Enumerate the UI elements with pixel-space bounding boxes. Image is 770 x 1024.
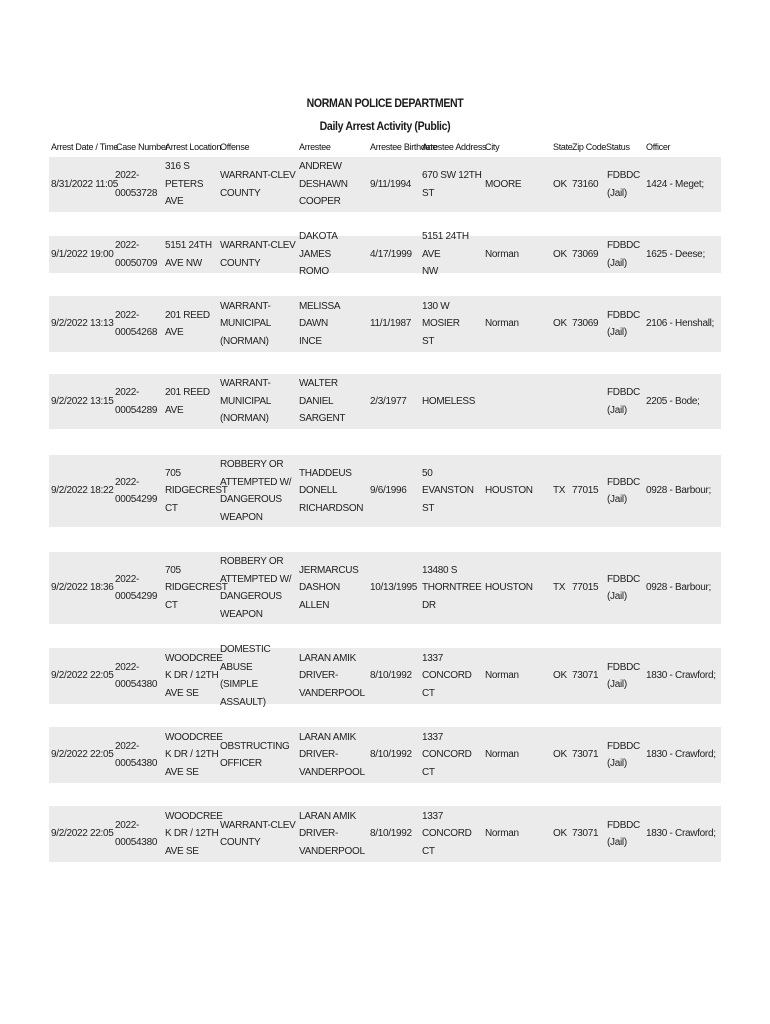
city-cell bbox=[485, 374, 545, 429]
table-row bbox=[49, 727, 721, 783]
officer-cell: 1830 - Crawford; bbox=[646, 828, 716, 840]
header-arrest-location: Arrest Location bbox=[165, 142, 222, 152]
header-arrestee: Arrestee bbox=[299, 142, 331, 152]
city-cell: Norman bbox=[485, 248, 519, 260]
status-cell: FDBDC (Jail) bbox=[607, 476, 640, 505]
birthdate-cell: 8/10/1992 bbox=[370, 670, 412, 682]
city-cell: HOUSTON bbox=[485, 485, 533, 497]
arrest-location-cell: WOODCREE K DR / 12TH AVE SE bbox=[165, 652, 223, 699]
state-cell: OK bbox=[553, 248, 567, 260]
address-cell: 130 W MOSIER ST bbox=[422, 300, 460, 347]
arrest-date-cell: 8/31/2022 11:05 bbox=[51, 178, 119, 190]
arrest-location-cell: 201 REED AVE bbox=[165, 309, 210, 338]
state-cell bbox=[553, 374, 573, 429]
arrest-location-cell: 705 RIDGECREST CT bbox=[165, 564, 228, 611]
birthdate-cell: 2/3/1977 bbox=[370, 395, 407, 407]
birthdate-cell: 8/10/1992 bbox=[370, 749, 412, 761]
state-cell: OK bbox=[553, 178, 567, 190]
arrest-date-cell: 9/2/2022 13:15 bbox=[51, 395, 114, 407]
offense-cell: WARRANT-CLEV COUNTY bbox=[220, 240, 296, 269]
arrest-location-cell: WOODCREE K DR / 12TH AVE SE bbox=[165, 810, 223, 857]
case-number-cell: 2022- 00054380 bbox=[115, 661, 158, 690]
table-row bbox=[49, 374, 721, 429]
report-title: NORMAN POLICE DEPARTMENT bbox=[306, 96, 464, 110]
officer-cell: 0928 - Barbour; bbox=[646, 582, 711, 594]
arrest-date-cell: 9/2/2022 22:05 bbox=[51, 749, 114, 761]
offense-cell: WARRANT-CLEV COUNTY bbox=[220, 819, 296, 848]
state-cell: OK bbox=[553, 318, 567, 330]
state-cell: OK bbox=[553, 828, 567, 840]
header-case-number: Case Number bbox=[116, 142, 169, 152]
arrestee-cell: LARAN AMIK DRIVER- VANDERPOOL bbox=[299, 652, 365, 699]
table-row bbox=[49, 552, 721, 624]
zip-cell: 73069 bbox=[572, 248, 599, 260]
status-cell: FDBDC (Jail) bbox=[607, 573, 640, 602]
table-row bbox=[49, 157, 721, 212]
address-cell: 5151 24TH AVE NW bbox=[422, 231, 469, 278]
arrestee-cell: ANDREW DESHAWN COOPER bbox=[299, 161, 348, 208]
case-number-cell: 2022- 00054380 bbox=[115, 819, 158, 848]
table-row bbox=[49, 644, 721, 708]
birthdate-cell: 11/1/1987 bbox=[370, 318, 412, 330]
officer-cell: 2205 - Bode; bbox=[646, 395, 700, 407]
zip-cell: 73071 bbox=[572, 828, 599, 840]
address-cell: 50 EVANSTON ST bbox=[422, 467, 474, 514]
offense-cell: ROBBERY OR ATTEMPTED W/ DANGEROUS WEAPON bbox=[220, 556, 292, 620]
arrestee-cell: DAKOTA JAMES ROMO bbox=[299, 231, 338, 278]
case-number-cell: 2022- 00054299 bbox=[115, 476, 158, 505]
city-cell: Norman bbox=[485, 749, 519, 761]
offense-cell: WARRANT-CLEV COUNTY bbox=[220, 170, 296, 199]
arrestee-cell: MELISSA DAWN INCE bbox=[299, 300, 340, 347]
offense-cell: OBSTRUCTING OFFICER bbox=[220, 740, 290, 769]
arrest-location-cell: 5151 24TH AVE NW bbox=[165, 240, 212, 269]
arrest-date-cell: 9/2/2022 22:05 bbox=[51, 828, 114, 840]
birthdate-cell: 9/11/1994 bbox=[370, 178, 412, 190]
status-cell: FDBDC (Jail) bbox=[607, 740, 640, 769]
zip-cell: 77015 bbox=[572, 485, 599, 497]
status-cell: FDBDC (Jail) bbox=[607, 387, 640, 416]
table-row bbox=[49, 231, 721, 278]
city-cell: Norman bbox=[485, 318, 519, 330]
offense-cell: WARRANT- MUNICIPAL (NORMAN) bbox=[220, 378, 272, 425]
case-number-cell: 2022- 00054268 bbox=[115, 309, 158, 338]
officer-cell: 1830 - Crawford; bbox=[646, 670, 716, 682]
case-number-cell: 2022- 00054380 bbox=[115, 740, 158, 769]
header-status: Status bbox=[606, 142, 630, 152]
status-cell: FDBDC (Jail) bbox=[607, 170, 640, 199]
offense-cell: ROBBERY OR ATTEMPTED W/ DANGEROUS WEAPON bbox=[220, 459, 292, 523]
state-cell: TX bbox=[553, 582, 566, 594]
arrest-date-cell: 9/2/2022 18:36 bbox=[51, 582, 114, 594]
header-officer: Officer bbox=[646, 142, 671, 152]
officer-cell: 0928 - Barbour; bbox=[646, 485, 711, 497]
birthdate-cell: 8/10/1992 bbox=[370, 828, 412, 840]
birthdate-cell: 10/13/1995 bbox=[370, 582, 418, 594]
officer-cell: 1424 - Meget; bbox=[646, 178, 704, 190]
header-birthdate: Arrestee Birthdate bbox=[370, 142, 438, 152]
table-row bbox=[49, 296, 721, 352]
case-number-cell: 2022- 00053728 bbox=[115, 170, 158, 199]
city-cell: MOORE bbox=[485, 178, 522, 190]
address-cell: 1337 CONCORD CT bbox=[422, 731, 472, 778]
arrest-date-cell: 9/2/2022 13:13 bbox=[51, 318, 114, 330]
case-number-cell: 2022- 00050709 bbox=[115, 240, 158, 269]
arrest-location-cell: 316 S PETERS AVE bbox=[165, 161, 204, 208]
table-row bbox=[49, 806, 721, 862]
address-cell: 1337 CONCORD CT bbox=[422, 652, 472, 699]
report-subtitle: Daily Arrest Activity (Public) bbox=[319, 119, 451, 133]
address-cell: 1337 CONCORD CT bbox=[422, 810, 472, 857]
zip-cell: 77015 bbox=[572, 582, 599, 594]
zip-cell bbox=[572, 374, 602, 429]
arrest-date-cell: 9/1/2022 19:00 bbox=[51, 248, 114, 260]
city-cell: Norman bbox=[485, 828, 519, 840]
header-address: Arrestee Address bbox=[422, 142, 487, 152]
address-cell: HOMELESS bbox=[422, 395, 476, 407]
birthdate-cell: 4/17/1999 bbox=[370, 248, 412, 260]
arrest-date-cell: 9/2/2022 22:05 bbox=[51, 670, 114, 682]
officer-cell: 1830 - Crawford; bbox=[646, 749, 716, 761]
status-cell: FDBDC (Jail) bbox=[607, 661, 640, 690]
status-cell: FDBDC (Jail) bbox=[607, 819, 640, 848]
header-zip: Zip Code bbox=[572, 142, 607, 152]
header-city: City bbox=[485, 142, 500, 152]
arrest-location-cell: WOODCREE K DR / 12TH AVE SE bbox=[165, 731, 223, 778]
header-state: State bbox=[553, 142, 573, 152]
case-number-cell: 2022- 00054289 bbox=[115, 387, 158, 416]
city-cell: HOUSTON bbox=[485, 582, 533, 594]
offense-cell: WARRANT- MUNICIPAL (NORMAN) bbox=[220, 300, 272, 347]
officer-cell: 1625 - Deese; bbox=[646, 248, 705, 260]
status-cell: FDBDC (Jail) bbox=[607, 309, 640, 338]
arrestee-cell: LARAN AMIK DRIVER- VANDERPOOL bbox=[299, 810, 365, 857]
address-cell: 13480 S THORNTREE DR bbox=[422, 564, 482, 611]
officer-cell: 2106 - Henshall; bbox=[646, 318, 715, 330]
header-offense: Offense bbox=[220, 142, 250, 152]
table-row bbox=[49, 455, 721, 527]
state-cell: OK bbox=[553, 749, 567, 761]
arrest-location-cell: 705 RIDGECREST CT bbox=[165, 467, 228, 514]
state-cell: TX bbox=[553, 485, 566, 497]
offense-cell: DOMESTIC ABUSE (SIMPLE ASSAULT) bbox=[220, 644, 271, 708]
zip-cell: 73071 bbox=[572, 670, 599, 682]
status-cell: FDBDC (Jail) bbox=[607, 240, 640, 269]
header-arrest-date: Arrest Date / Time bbox=[51, 142, 119, 152]
zip-cell: 73071 bbox=[572, 749, 599, 761]
birthdate-cell: 9/6/1996 bbox=[370, 485, 407, 497]
arrestee-cell: WALTER DANIEL SARGENT bbox=[299, 378, 346, 425]
arrestee-cell: JERMARCUS DASHON ALLEN bbox=[299, 564, 359, 611]
city-cell: Norman bbox=[485, 670, 519, 682]
arrest-location-cell: 201 REED AVE bbox=[165, 387, 210, 416]
arrestee-cell: THADDEUS DONELL RICHARDSON bbox=[299, 467, 364, 514]
zip-cell: 73160 bbox=[572, 178, 599, 190]
zip-cell: 73069 bbox=[572, 318, 599, 330]
address-cell: 670 SW 12TH ST bbox=[422, 170, 482, 199]
case-number-cell: 2022- 00054299 bbox=[115, 573, 158, 602]
arrestee-cell: LARAN AMIK DRIVER- VANDERPOOL bbox=[299, 731, 365, 778]
state-cell: OK bbox=[553, 670, 567, 682]
arrest-date-cell: 9/2/2022 18:22 bbox=[51, 485, 114, 497]
